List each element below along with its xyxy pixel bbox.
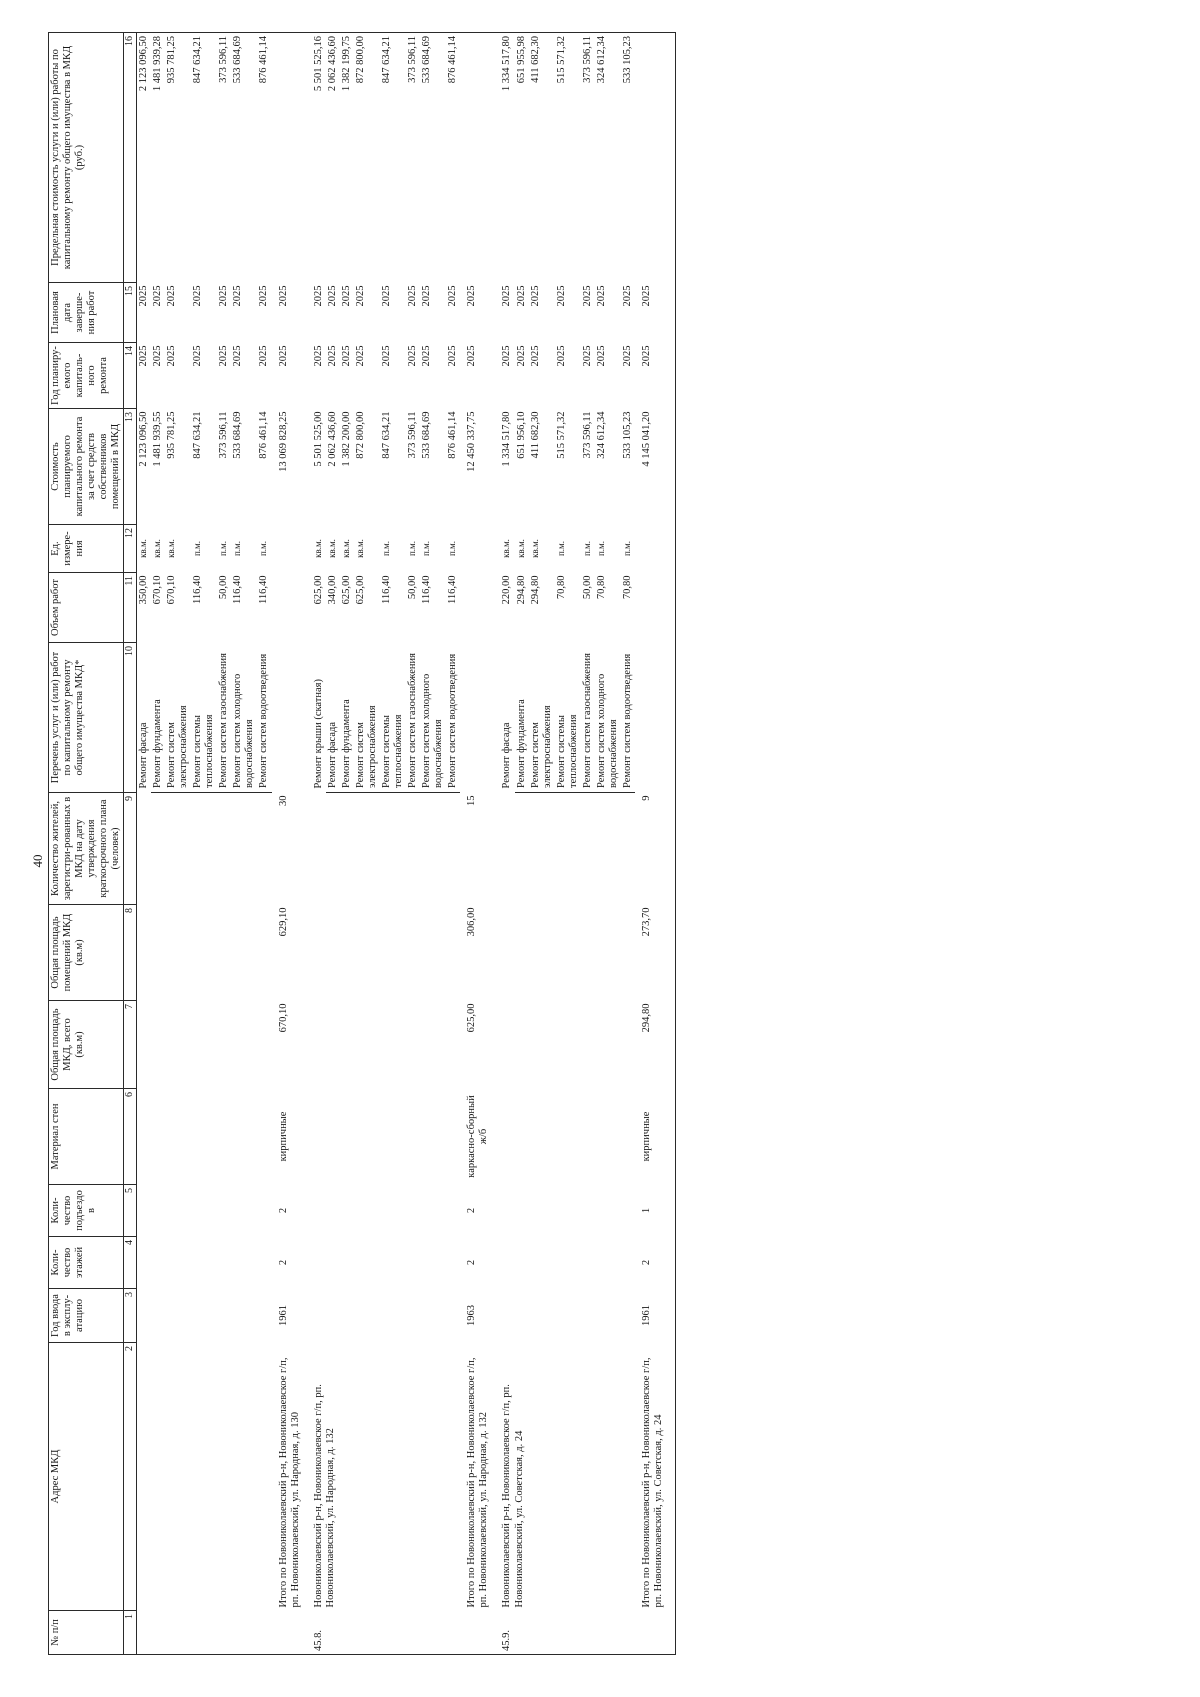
work-name: Ремонт крыши (скатная) <box>312 678 324 789</box>
column-number-row <box>124 33 137 1655</box>
work-volume: 220,00 <box>501 575 513 605</box>
work-name: Ремонт системы теплоснабжения <box>555 643 581 793</box>
empty-cell <box>500 1289 635 1343</box>
work-name: Ремонт фасада <box>137 722 149 789</box>
empty-cell <box>272 525 312 573</box>
work-volume: 116,40 <box>447 575 459 604</box>
work-unit: кв.м. <box>151 539 162 558</box>
empty-cell <box>500 1237 635 1289</box>
empty-cell <box>136 1237 271 1289</box>
empty-cell <box>312 1237 461 1289</box>
work-year: 2025 <box>421 345 433 367</box>
wall-material: кирпичные <box>635 1089 676 1185</box>
work-name: Ремонт систем электроснабжения <box>354 643 380 793</box>
residents: 30 <box>277 795 289 806</box>
work-year: 2025 <box>407 345 419 367</box>
entrances: 2 <box>466 1207 478 1214</box>
table-row <box>312 33 326 1655</box>
col-number: 6 <box>124 1089 137 1185</box>
work-year: 2025 <box>326 345 338 367</box>
work-cost: 373 596,11 <box>218 411 230 459</box>
row-number <box>136 1611 271 1655</box>
empty-cell <box>635 1611 676 1655</box>
work-year: 2025 <box>529 345 541 367</box>
work-name: Ремонт фасада <box>326 643 340 793</box>
work-date: 2025 <box>380 285 392 307</box>
row-number: 45.8. <box>312 1611 461 1655</box>
work-date: 2025 <box>515 285 527 307</box>
empty-cell <box>272 1611 312 1655</box>
empty-cell <box>460 33 500 283</box>
work-date: 2025 <box>501 285 513 307</box>
work-date: 2025 <box>407 285 419 307</box>
col-header: Материал стен <box>49 1089 124 1185</box>
work-date: 2025 <box>581 285 593 307</box>
work-volume: 70,80 <box>595 575 607 600</box>
work-limit: 373 596,11 <box>217 33 231 283</box>
total-date: 2025 <box>466 285 478 307</box>
work-name: Ремонт фундамента <box>515 643 529 793</box>
work-year: 2025 <box>137 345 149 367</box>
year-built: 1961 <box>635 1289 676 1343</box>
work-limit: 935 781,25 <box>165 33 191 283</box>
col-number: 10 <box>124 643 137 793</box>
work-date: 2025 <box>529 285 541 307</box>
empty-cell <box>635 573 676 643</box>
work-limit: 2 062 436,60 <box>326 33 340 283</box>
work-year: 2025 <box>447 345 459 367</box>
empty-cell <box>635 643 676 793</box>
work-year: 2025 <box>232 345 244 367</box>
total-year: 2025 <box>635 343 676 409</box>
area-rooms: 629,10 <box>277 907 289 937</box>
header-row <box>49 33 124 1655</box>
work-date: 2025 <box>192 285 204 307</box>
empty-cell <box>272 573 312 643</box>
work-unit: п.м. <box>595 541 606 557</box>
col-header: Перечень услуг и (или) работ по капитальному ремонту общего имущества МКД* <box>49 643 124 793</box>
work-limit: 847 634,21 <box>380 33 406 283</box>
col-number: 13 <box>124 409 137 525</box>
work-limit: 876 461,14 <box>257 33 271 283</box>
work-volume: 116,40 <box>380 575 392 604</box>
table-row <box>500 33 514 1655</box>
work-volume: 294,80 <box>515 575 527 605</box>
col-header: № п/п <box>49 1611 124 1655</box>
work-cost: 373 596,11 <box>581 411 593 459</box>
work-name: Ремонт систем электроснабжения <box>529 643 555 793</box>
work-year: 2025 <box>166 345 177 367</box>
empty-cell <box>460 573 500 643</box>
work-cost: 533 105,23 <box>622 411 633 459</box>
total-cost: 12 450 337,75 <box>466 411 478 472</box>
work-date: 2025 <box>447 285 459 307</box>
work-date: 2025 <box>340 285 352 307</box>
work-date: 2025 <box>354 285 366 307</box>
work-year: 2025 <box>501 345 513 367</box>
work-date: 2025 <box>166 285 177 307</box>
work-name: Ремонт систем холодного водоснабжения <box>231 643 257 793</box>
col-number: 11 <box>124 573 137 643</box>
work-volume: 116,40 <box>232 575 244 604</box>
col-number: 3 <box>124 1289 137 1343</box>
work-unit: п.м. <box>622 541 632 557</box>
year-built: 1963 <box>466 1305 478 1326</box>
work-cost: 411 682,30 <box>529 411 541 459</box>
work-unit: п.м. <box>380 541 391 557</box>
wall-material: каркасно-сборный ж/б <box>466 1095 490 1178</box>
empty-cell <box>635 33 676 283</box>
work-name: Ремонт систем электроснабжения <box>165 643 191 793</box>
table-row <box>136 33 151 1655</box>
page-number: 40 <box>30 854 45 868</box>
empty-cell <box>136 905 271 1001</box>
capital-repair-sheet <box>48 33 1178 1655</box>
work-limit: 5 501 525,16 <box>312 33 326 283</box>
area-total: 625,00 <box>466 1003 478 1033</box>
work-volume: 70,80 <box>622 575 633 600</box>
total-year: 2025 <box>466 345 478 367</box>
work-volume: 625,00 <box>354 575 366 605</box>
work-name: Ремонт систем холодного водоснабжения <box>595 643 621 793</box>
work-unit: кв.м. <box>137 539 148 558</box>
work-year: 2025 <box>151 345 163 367</box>
work-limit: 533 684,69 <box>420 33 446 283</box>
work-limit: 515 571,32 <box>555 33 581 283</box>
col-number: 9 <box>124 793 137 905</box>
col-number: 7 <box>124 1001 137 1089</box>
area-total: 670,10 <box>277 1003 289 1033</box>
work-date: 2025 <box>218 285 230 307</box>
area-total: 294,80 <box>635 1001 676 1089</box>
work-year: 2025 <box>258 345 270 367</box>
work-volume: 670,10 <box>151 575 163 605</box>
work-date: 2025 <box>137 285 149 307</box>
col-header: Ед. измере-ния <box>49 525 124 573</box>
work-unit: кв.м. <box>515 539 526 558</box>
work-cost: 2 123 096,50 <box>137 411 149 467</box>
total-cost: 4 145 041,20 <box>635 409 676 525</box>
empty-cell <box>500 1089 635 1185</box>
work-volume: 116,40 <box>421 575 433 604</box>
work-year: 2025 <box>192 345 204 367</box>
work-unit: п.м. <box>232 541 243 557</box>
col-header: Плановая дата заверше-ния работ <box>49 283 124 343</box>
empty-cell <box>136 1089 271 1185</box>
work-unit: п.м. <box>421 541 432 557</box>
work-date: 2025 <box>595 285 607 307</box>
work-year: 2025 <box>380 345 392 367</box>
col-number: 14 <box>124 343 137 409</box>
empty-cell <box>500 905 635 1001</box>
work-unit: кв.м. <box>326 539 337 558</box>
work-name: Ремонт систем водоотведения <box>446 643 460 793</box>
work-name: Ремонт фасада <box>501 722 513 789</box>
work-unit: кв.м. <box>312 539 323 558</box>
floors: 2 <box>466 1259 478 1266</box>
work-cost: 872 800,00 <box>354 411 366 459</box>
work-date: 2025 <box>151 285 163 307</box>
work-volume: 294,80 <box>529 575 541 605</box>
col-header: Год планиру-емого капиталь-ного ремонта <box>49 343 124 409</box>
work-cost: 533 684,69 <box>421 411 433 459</box>
floors: 2 <box>277 1259 289 1266</box>
empty-cell <box>136 1001 271 1089</box>
total-row <box>272 33 312 1655</box>
empty-cell <box>500 1001 635 1089</box>
work-name: Ремонт систем холодного водоснабжения <box>420 643 446 793</box>
empty-cell <box>312 1185 461 1237</box>
work-cost: 515 571,32 <box>555 411 567 459</box>
work-cost: 847 634,21 <box>380 411 392 459</box>
empty-cell <box>460 525 500 573</box>
work-name: Ремонт систем водоотведения <box>257 643 271 793</box>
work-limit: 1 481 939,28 <box>151 33 165 283</box>
empty-cell <box>272 33 312 283</box>
work-volume: 50,00 <box>581 575 593 600</box>
col-number: 8 <box>124 905 137 1001</box>
work-date: 2025 <box>312 285 324 307</box>
work-cost: 876 461,14 <box>258 411 270 459</box>
work-unit: кв.м. <box>501 539 512 558</box>
work-name: Ремонт системы теплоснабжения <box>191 643 217 793</box>
entrances: 2 <box>277 1207 289 1214</box>
empty-cell <box>312 793 461 905</box>
col-header: Общая площадь помещений МКД (кв.м) <box>49 905 124 1001</box>
col-number: 12 <box>124 525 137 573</box>
work-volume: 340,00 <box>326 575 338 605</box>
empty-cell <box>312 1001 461 1089</box>
work-cost: 651 956,10 <box>515 411 527 459</box>
work-year: 2025 <box>354 345 366 367</box>
col-header: Коли-чество этажей <box>49 1237 124 1289</box>
col-header: Предельная стоимость услуги и (или) работы по капитальному ремонту общего имущества в МКД (руб.) <box>49 33 124 283</box>
work-year: 2025 <box>581 345 593 367</box>
work-cost: 847 634,21 <box>192 411 204 459</box>
area-rooms: 306,00 <box>466 907 478 937</box>
work-cost: 324 612,34 <box>595 411 607 459</box>
work-date: 2025 <box>232 285 244 307</box>
residents: 9 <box>635 793 676 905</box>
col-header: Объем работ <box>49 573 124 643</box>
work-year: 2025 <box>595 345 607 367</box>
empty-cell <box>136 1185 271 1237</box>
work-year: 2025 <box>218 345 230 367</box>
work-limit: 411 682,30 <box>529 33 555 283</box>
work-limit: 324 612,34 <box>595 33 621 283</box>
empty-cell <box>500 793 635 905</box>
wall-material: кирпичные <box>277 1111 289 1162</box>
empty-cell <box>136 1289 271 1343</box>
year-built: 1961 <box>277 1305 289 1326</box>
work-unit: п.м. <box>258 541 269 557</box>
empty-cell <box>312 1289 461 1343</box>
work-name: Ремонт систем газоснабжения <box>217 643 231 793</box>
work-date: 2025 <box>622 285 633 307</box>
empty-cell <box>136 793 271 905</box>
total-date: 2025 <box>635 283 676 343</box>
work-year: 2025 <box>622 345 633 367</box>
total-row <box>635 33 676 1655</box>
work-volume: 670,10 <box>166 575 177 605</box>
work-cost: 935 781,25 <box>166 411 177 459</box>
col-header: Стоимость планируемого капитального ремонта за счет средств собственников помещений в МКД <box>49 409 124 525</box>
empty-cell <box>635 525 676 573</box>
work-cost: 533 684,69 <box>232 411 244 459</box>
col-number: 4 <box>124 1237 137 1289</box>
total-label: Итого по Новониколаевский р-н, Новониколаевское г/п, рп. Новониколаевский, ул. Народная, д. 130 <box>277 1357 301 1608</box>
work-unit: п.м. <box>218 541 229 557</box>
address-cell: Новониколаевский р-н, Новониколаевское г/п, рп. Новониколаевский, ул. Советская, д. 24 <box>501 1384 525 1608</box>
empty-cell <box>312 905 461 1001</box>
work-unit: п.м. <box>192 541 203 557</box>
empty-cell <box>460 1611 500 1655</box>
work-limit: 533 105,23 <box>621 33 635 283</box>
total-date: 2025 <box>277 285 289 307</box>
work-unit: кв.м. <box>340 539 351 558</box>
residents: 15 <box>466 795 478 806</box>
total-year: 2025 <box>277 345 289 367</box>
work-volume: 116,40 <box>192 575 204 604</box>
work-limit: 2 123 096,50 <box>136 33 151 283</box>
work-limit: 373 596,11 <box>406 33 420 283</box>
col-header: Год ввода в эксплу-атацию <box>49 1289 124 1343</box>
repair-plan-table <box>48 32 676 1655</box>
floors: 2 <box>635 1237 676 1289</box>
col-header: Количество жителей, зарегистри-рованных в МКД на дату утверждения краткосрочного плана (человек) <box>49 793 124 905</box>
work-year: 2025 <box>515 345 527 367</box>
work-volume: 70,80 <box>555 575 567 600</box>
work-limit: 373 596,11 <box>581 33 595 283</box>
work-name: Ремонт фундамента <box>151 643 165 793</box>
work-year: 2025 <box>555 345 567 367</box>
work-limit: 847 634,21 <box>191 33 217 283</box>
work-volume: 50,00 <box>218 575 230 600</box>
col-header: Коли-чество подъездо в <box>49 1185 124 1237</box>
work-cost: 2 062 436,60 <box>326 411 338 467</box>
work-cost: 1 382 200,00 <box>340 411 352 467</box>
work-year: 2025 <box>312 345 324 367</box>
work-unit: кв.м. <box>354 539 365 558</box>
address-cell: Новониколаевский р-н, Новониколаевское г/п, рп. Новониколаевский, ул. Народная, д. 132 <box>312 1384 336 1608</box>
work-unit: кв.м. <box>529 539 540 558</box>
work-limit: 1 382 199,75 <box>340 33 354 283</box>
total-label: Итого по Новониколаевский р-н, Новониколаевское г/п, рп. Новониколаевский, ул. Народная, д. 132 <box>466 1357 490 1608</box>
work-volume: 625,00 <box>312 575 324 605</box>
work-cost: 5 501 525,00 <box>312 411 324 467</box>
work-limit: 876 461,14 <box>446 33 460 283</box>
work-cost: 876 461,14 <box>447 411 459 459</box>
work-name: Ремонт систем водоотведения <box>621 643 635 793</box>
area-rooms: 273,70 <box>635 905 676 1001</box>
work-name: Ремонт системы теплоснабжения <box>380 643 406 793</box>
empty-cell <box>460 643 500 793</box>
col-number: 1 <box>124 1611 137 1655</box>
total-row <box>460 33 500 1655</box>
work-cost: 1 481 939,55 <box>151 411 163 467</box>
work-name: Ремонт систем газоснабжения <box>406 643 420 793</box>
col-number: 15 <box>124 283 137 343</box>
col-number: 2 <box>124 1343 137 1611</box>
work-unit: п.м. <box>581 541 592 557</box>
work-name: Ремонт систем газоснабжения <box>581 643 595 793</box>
col-number: 5 <box>124 1185 137 1237</box>
work-limit: 651 955,98 <box>515 33 529 283</box>
work-volume: 625,00 <box>340 575 352 605</box>
work-volume: 116,40 <box>258 575 270 604</box>
work-limit: 1 334 517,80 <box>500 33 514 283</box>
col-header: Адрес МКД <box>49 1343 124 1611</box>
work-year: 2025 <box>340 345 352 367</box>
entrances: 1 <box>635 1185 676 1237</box>
work-limit: 872 800,00 <box>354 33 380 283</box>
work-date: 2025 <box>555 285 567 307</box>
total-cost: 13 069 828,25 <box>277 411 289 472</box>
work-date: 2025 <box>258 285 270 307</box>
work-unit: п.м. <box>555 541 566 557</box>
work-unit: кв.м. <box>166 539 176 558</box>
work-unit: п.м. <box>407 541 418 557</box>
work-unit: п.м. <box>447 541 458 557</box>
col-header: Общая площадь МКД, всего (кв.м) <box>49 1001 124 1089</box>
work-cost: 373 596,11 <box>407 411 419 459</box>
work-date: 2025 <box>421 285 433 307</box>
row-number: 45.9. <box>500 1611 635 1655</box>
col-number: 16 <box>124 33 137 283</box>
total-label: Итого по Новониколаевский р-н, Новониколаевское г/п, рп. Новониколаевский, ул. Советская, д. 24 <box>635 1343 676 1611</box>
table-body <box>136 33 675 1655</box>
empty-cell <box>500 1185 635 1237</box>
work-name: Ремонт фундамента <box>340 643 354 793</box>
work-volume: 350,00 <box>137 575 149 605</box>
empty-cell <box>312 1089 461 1185</box>
work-volume: 50,00 <box>407 575 419 600</box>
work-limit: 533 684,69 <box>231 33 257 283</box>
address-cell <box>136 1343 271 1611</box>
empty-cell <box>272 643 312 793</box>
work-date: 2025 <box>326 285 338 307</box>
work-cost: 1 334 517,80 <box>501 411 513 467</box>
